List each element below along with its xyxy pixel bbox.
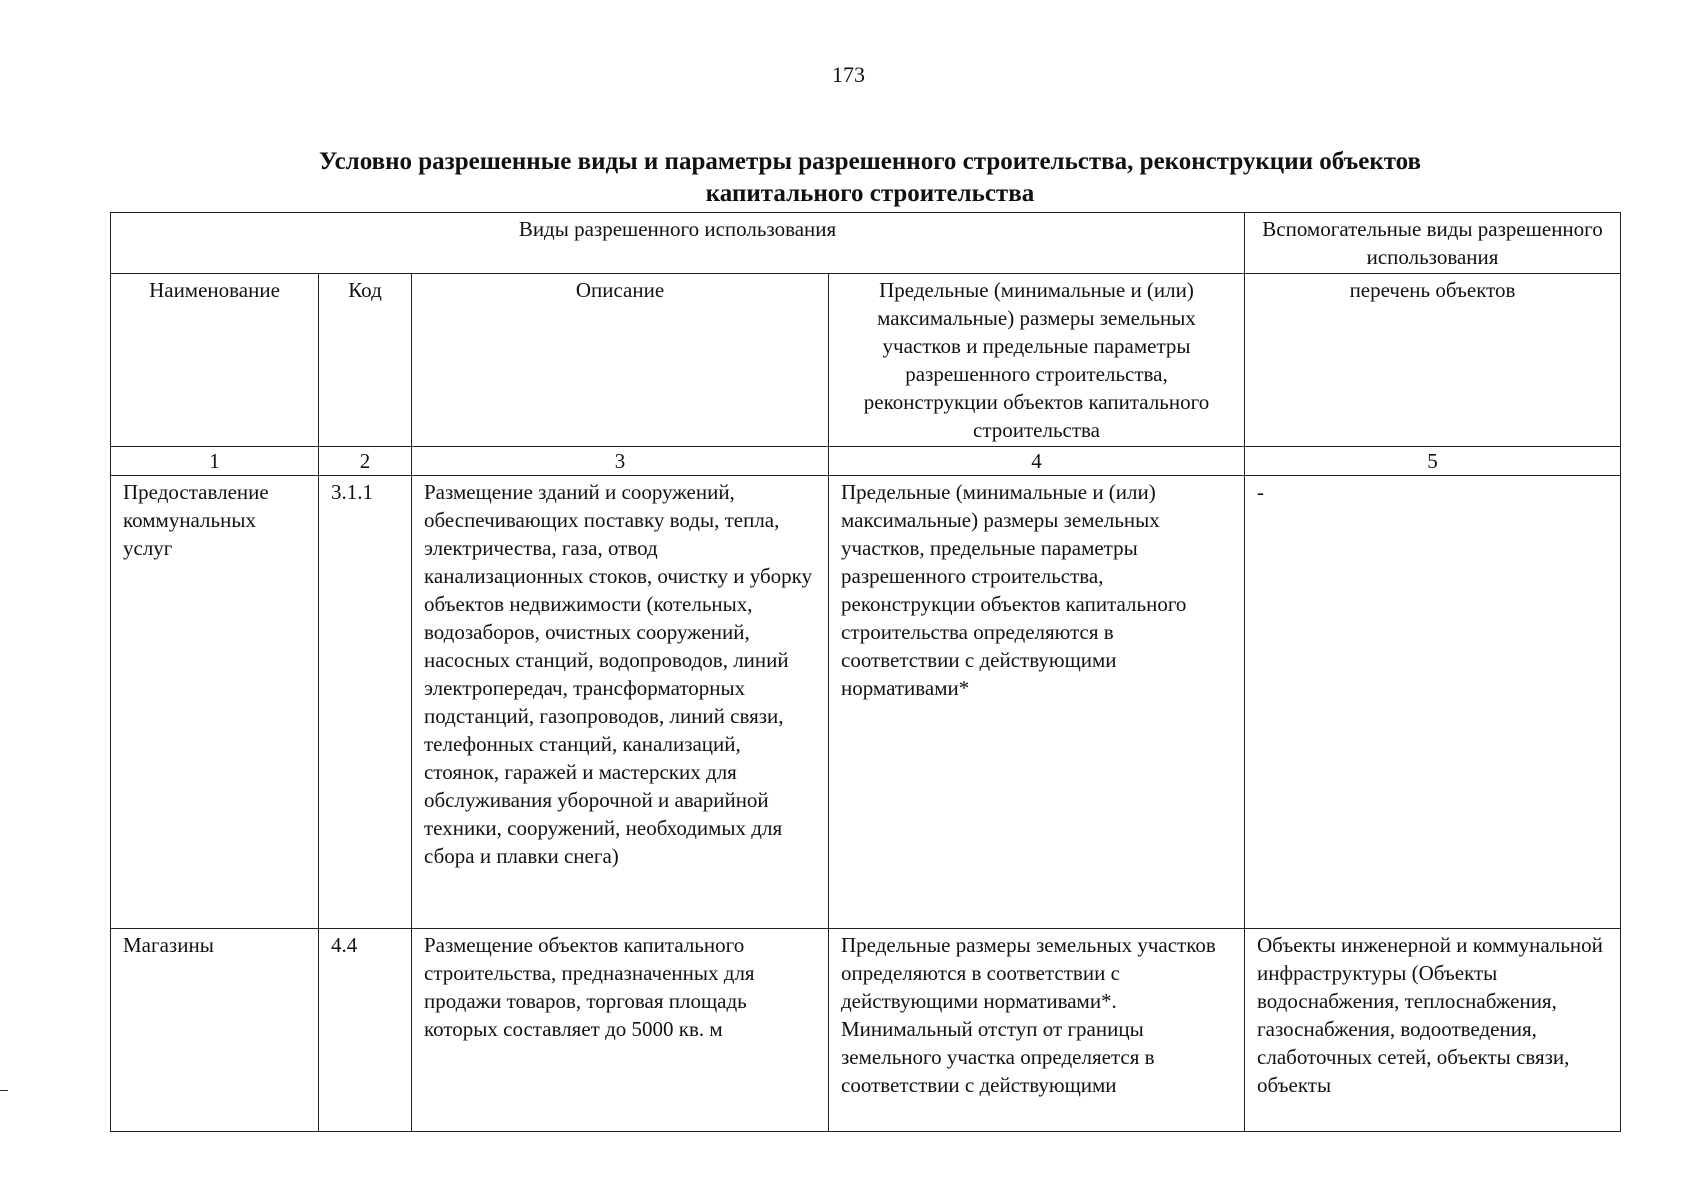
cell-description: Размещение объектов капитального строительства, предназначенных для продажи товаров, торговая площадь которых составляет до 5000 кв. м — [412, 929, 829, 1132]
group-header-main: Виды разрешенного использования — [111, 213, 1245, 274]
column-number: 5 — [1245, 447, 1621, 476]
title-line-2: капитального строительства — [705, 180, 1035, 207]
cell-code: 4.4 — [319, 929, 412, 1132]
cell-description: Размещение зданий и сооружений, обеспечивающих поставку воды, тепла, электричества, газа, отвод канализационных стоков, очистку и уборку объектов недвижимости (котельных, водозаборов, очистных сооружений, насосных станций, водопроводов, линий электропередач, трансформаторных подстанций, газопроводов, линий связи, телефонных станций, канализаций, стоянок, гаражей и мастерских для обслуживания уборочной и аварийной техники, сооружений, необходимых для сбора и плавки снега) — [412, 476, 829, 929]
document-title — [190, 146, 1550, 210]
column-number-row — [111, 447, 1621, 476]
cell-name: Предоставление коммунальных услуг — [111, 476, 319, 929]
column-number: 1 — [111, 447, 319, 476]
table-row — [111, 929, 1621, 1132]
column-header-code: Код — [319, 274, 412, 447]
column-header-limits: Предельные (минимальные и (или) максимальные) размеры земельных участков и предельные параметры разрешенного строительства, реконструкции объектов капитального строительства — [829, 274, 1245, 447]
cell-limits: Предельные размеры земельных участков определяются в соответствии с действующими нормативами*. Минимальный отступ от границы земельного участка определяется в соответствии с действующими — [829, 929, 1245, 1132]
column-header-name: Наименование — [111, 274, 319, 447]
group-header-auxiliary: Вспомогательные виды разрешенного использования — [1245, 213, 1621, 274]
cell-auxiliary: - — [1245, 476, 1621, 929]
cell-auxiliary: Объекты инженерной и коммунальной инфраструктуры (Объекты водоснабжения, теплоснабжения, газоснабжения, водоотведения, слаботочных сетей, объекты связи, объекты — [1245, 929, 1621, 1132]
column-header-objects: перечень объектов — [1245, 274, 1621, 447]
cell-limits: Предельные (минимальные и (или) максимальные) размеры земельных участков, предельные параметры разрешенного строительства, реконструкции объектов капитального строительства определяются в соответствии с действующими нормативами* — [829, 476, 1245, 929]
page-number: 173 — [832, 62, 865, 87]
margin-mark — [0, 1090, 8, 1091]
table-row — [111, 476, 1621, 929]
permitted-use-table — [110, 212, 1621, 1132]
column-number: 4 — [829, 447, 1245, 476]
column-header-row — [111, 274, 1621, 447]
column-header-description: Описание — [412, 274, 829, 447]
cell-name: Магазины — [111, 929, 319, 1132]
column-number: 2 — [319, 447, 412, 476]
group-header-row — [111, 213, 1621, 274]
cell-code: 3.1.1 — [319, 476, 412, 929]
title-line-1: Условно разрешенные виды и параметры разрешенного строительства, реконструкции объектов — [318, 148, 1422, 175]
column-number: 3 — [412, 447, 829, 476]
